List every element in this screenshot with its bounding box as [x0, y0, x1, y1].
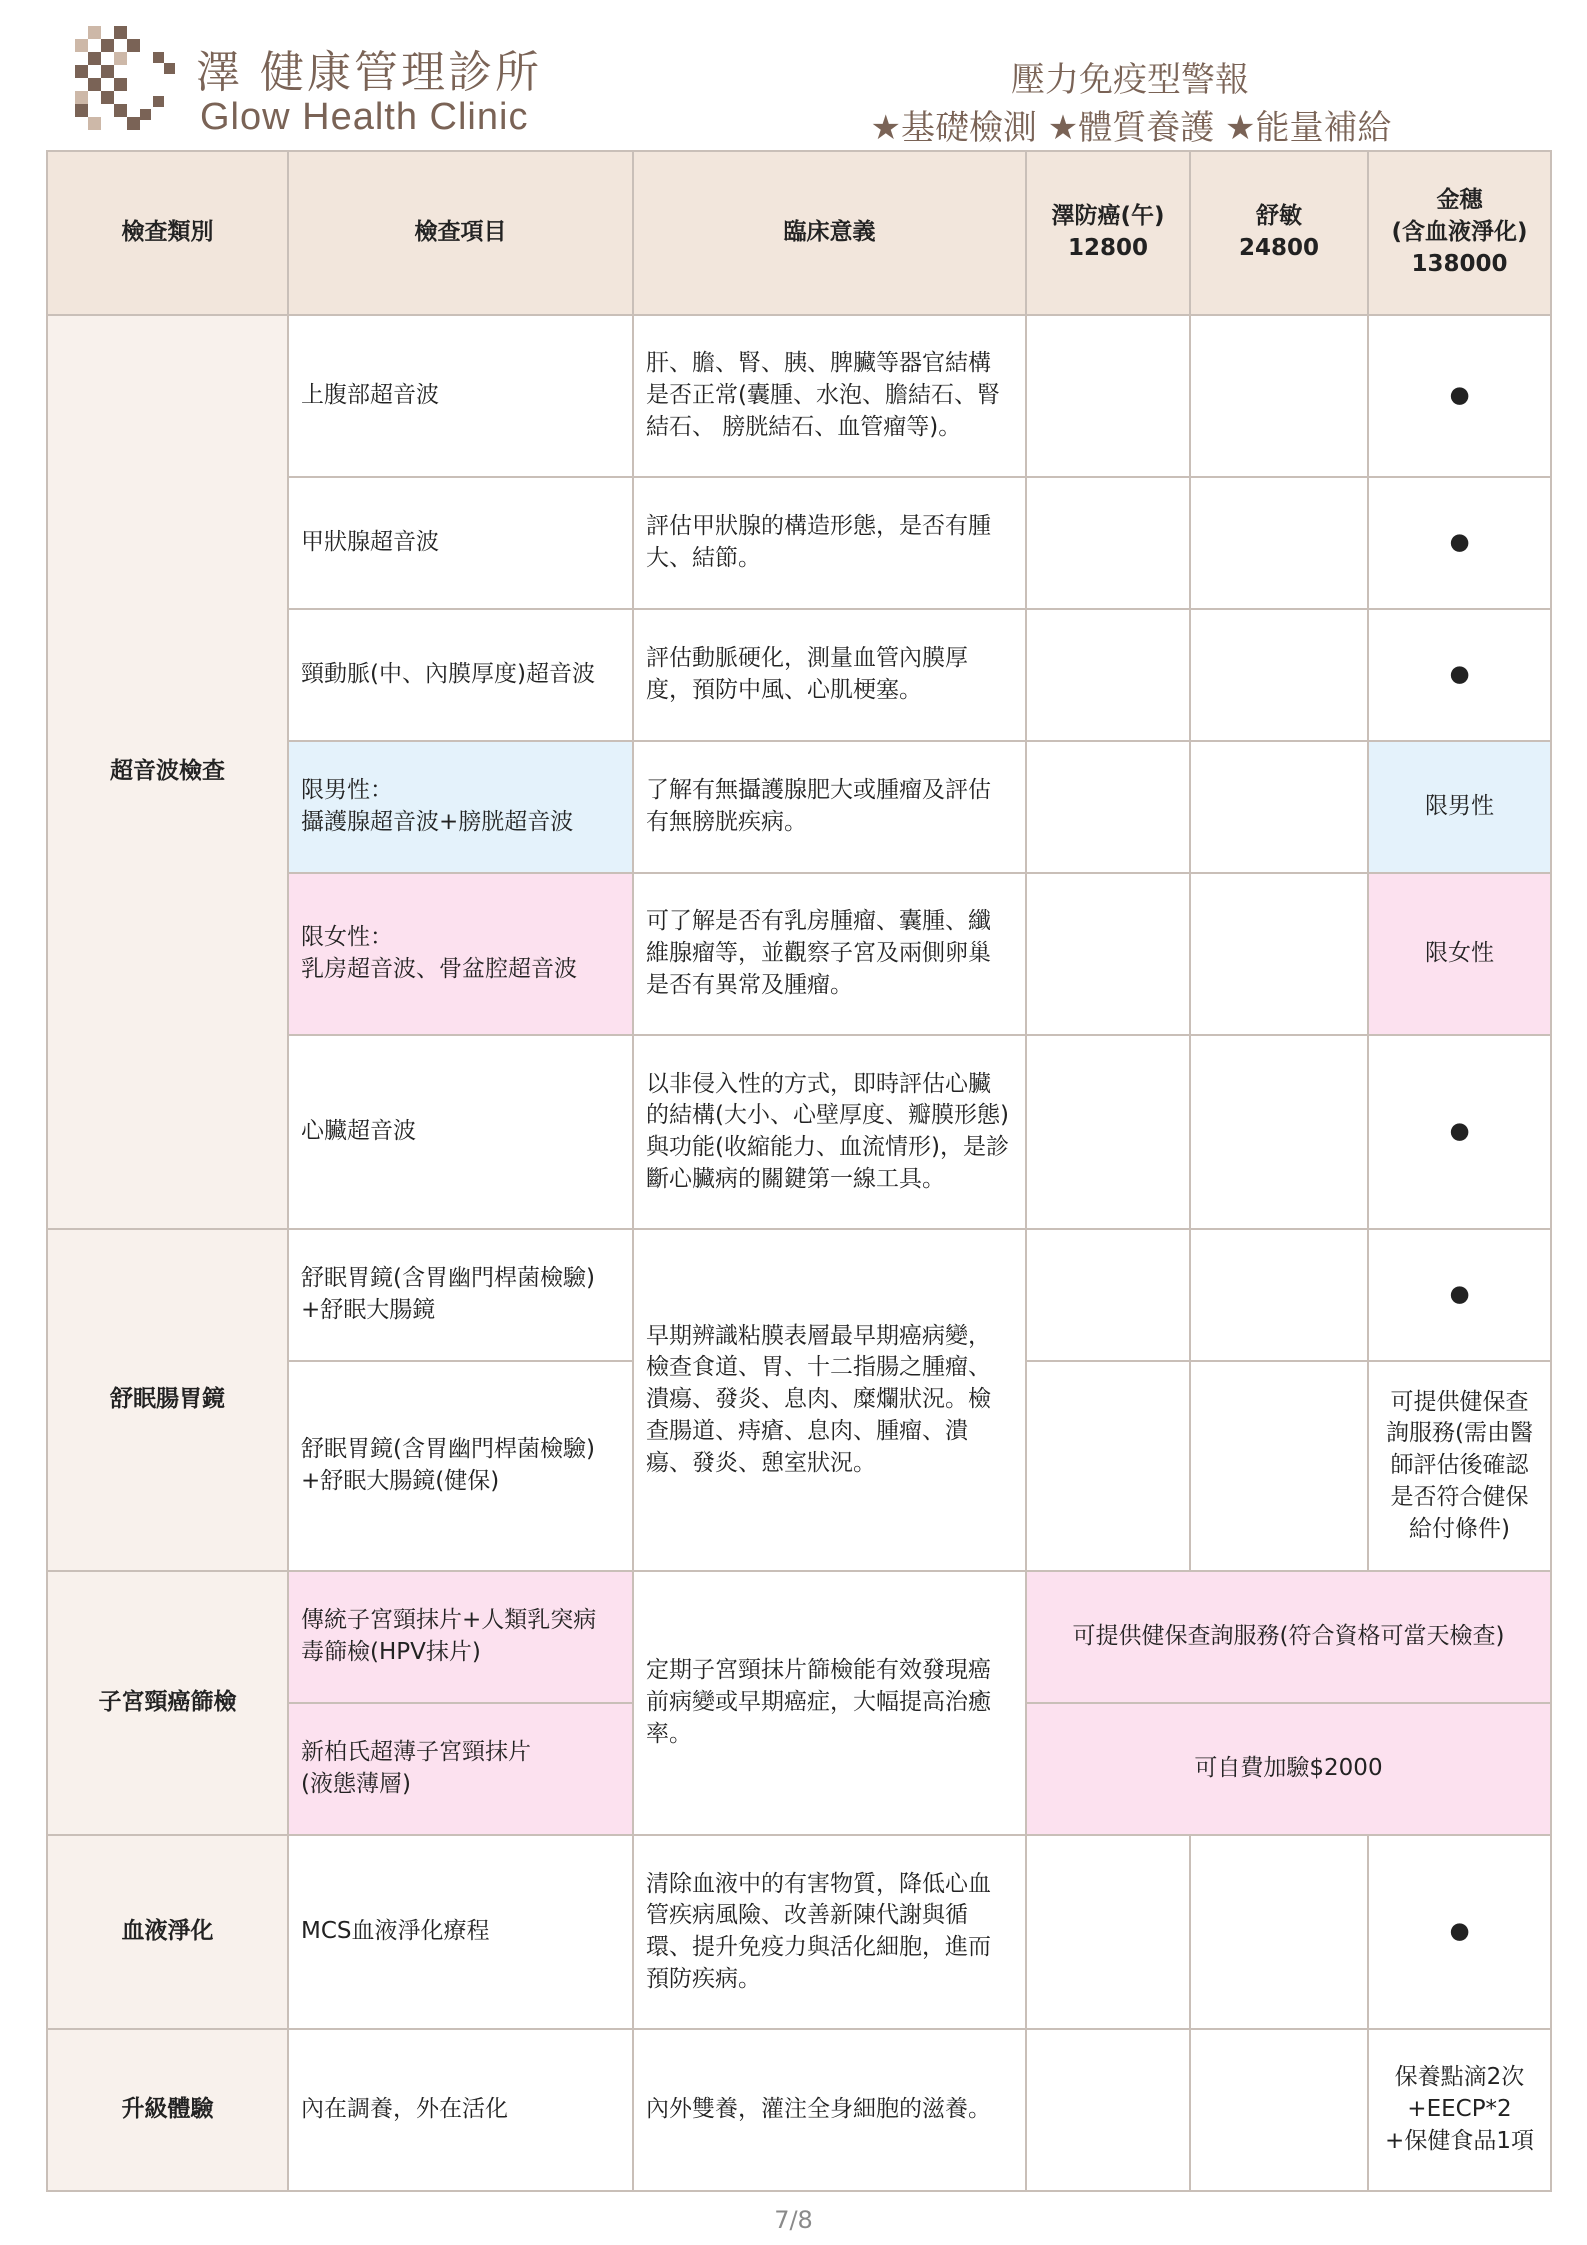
- header-meaning: 臨床意義: [633, 151, 1026, 315]
- item-meaning: 內外雙養，灌注全身細胞的滋養。: [633, 2029, 1026, 2191]
- header-plan-shumin: [1190, 151, 1368, 315]
- included-mark: ●: [1368, 609, 1551, 741]
- item-line: +舒眠大腸鏡(健保): [301, 1468, 500, 1494]
- item-line: 新柏氏超薄子宮頸抹片: [301, 1739, 531, 1766]
- item-line: (液態薄層): [301, 1771, 411, 1797]
- included-mark: ●: [1368, 1035, 1551, 1229]
- item-line: 舒眠胃鏡(含胃幽門桿菌檢驗): [301, 1436, 595, 1463]
- plan2-cell: [1190, 873, 1368, 1035]
- nhi-query-note: 可提供健保查詢服務(符合資格可當天檢查): [1026, 1571, 1551, 1703]
- upgrade-line: +保健食品1項: [1385, 2127, 1534, 2154]
- plan-price: 24800: [1238, 235, 1320, 261]
- plan-subname: (含血液淨化): [1391, 219, 1528, 246]
- item-meaning: 早期辨識粘膜表層最早期癌病變，檢查食道、胃、十二指腸之腫瘤、潰瘍、發炎、息肉、糜爛狀況。檢查腸道、痔瘡、息肉、腫瘤、潰瘍、發炎、憩室狀況。: [633, 1229, 1026, 1571]
- plan-name: 金穗: [1436, 187, 1483, 214]
- nhi-query-note: 可提供健保查詢服務(需由醫師評估後確認是否符合健保給付條件): [1368, 1361, 1551, 1571]
- plan-name: 澤防癌(午): [1051, 203, 1165, 230]
- item-name-male: [288, 741, 633, 873]
- table-row: [47, 1229, 1551, 1361]
- item-line: 限男性：: [301, 777, 393, 804]
- clinic-name-cn: 澤 健康管理診所: [196, 47, 542, 98]
- self-pay-note: 可自費加驗$2000: [1026, 1703, 1551, 1835]
- table-row: [47, 1571, 1551, 1703]
- page-header: [0, 0, 1587, 150]
- male-only-note: 限男性: [1368, 741, 1551, 873]
- plan1-cell: [1026, 1035, 1190, 1229]
- item-meaning: 可了解是否有乳房腫瘤、囊腫、纖維腺瘤等，並觀察子宮及兩側卵巢是否有異常及腫瘤。: [633, 873, 1026, 1035]
- plan2-cell: [1190, 477, 1368, 609]
- plan1-cell: [1026, 315, 1190, 477]
- category-blood: 血液淨化: [47, 1835, 288, 2029]
- plan-price: 138000: [1411, 250, 1508, 277]
- plan1-cell: [1026, 2029, 1190, 2191]
- header-plan-zefangai: [1026, 151, 1190, 315]
- plan2-cell: [1190, 1035, 1368, 1229]
- clinic-logo-icon: [70, 26, 182, 138]
- category-upgrade: 升級體驗: [47, 2029, 288, 2191]
- item-line: 舒眠胃鏡(含胃幽門桿菌檢驗): [301, 1265, 595, 1292]
- item-name-female: [288, 1703, 633, 1835]
- header-item: 檢查項目: [288, 151, 633, 315]
- item-name: 上腹部超音波: [288, 315, 633, 477]
- table-header-row: [47, 151, 1551, 315]
- item-meaning: 評估動脈硬化，測量血管內膜厚度，預防中風、心肌梗塞。: [633, 609, 1026, 741]
- table-row: [47, 2029, 1551, 2191]
- item-name-female: [288, 1571, 633, 1703]
- package-subtitle: ★基礎檢測 ★體質養護 ★能量補給: [870, 108, 1392, 148]
- clinic-name-en: Glow Health Clinic: [200, 96, 529, 138]
- plan2-cell: [1190, 609, 1368, 741]
- category-cervical: 子宮頸癌篩檢: [47, 1571, 288, 1835]
- female-only-note: 限女性: [1368, 873, 1551, 1035]
- plan2-cell: [1190, 2029, 1368, 2191]
- plan1-cell: [1026, 1361, 1190, 1571]
- header-plan-jinsui: [1368, 151, 1551, 315]
- category-ultrasound: 超音波檢查: [47, 315, 288, 1229]
- header-category: 檢查類別: [47, 151, 288, 315]
- item-line: 毒篩檢(HPV抹片): [301, 1639, 481, 1665]
- item-name: [288, 1361, 633, 1571]
- plan1-cell: [1026, 1835, 1190, 2029]
- item-meaning: 了解有無攝護腺肥大或腫瘤及評估有無膀胱疾病。: [633, 741, 1026, 873]
- included-mark: ●: [1368, 1835, 1551, 2029]
- package-title: 壓力免疫型警報: [1011, 60, 1249, 100]
- plan2-cell: [1190, 741, 1368, 873]
- item-line: 乳房超音波、骨盆腔超音波: [301, 956, 577, 982]
- plan2-cell: [1190, 1229, 1368, 1361]
- item-line: +舒眠大腸鏡: [301, 1297, 436, 1323]
- item-name: 甲狀腺超音波: [288, 477, 633, 609]
- upgrade-note: [1368, 2029, 1551, 2191]
- plan-price: 12800: [1067, 235, 1149, 261]
- item-meaning: 以非侵入性的方式，即時評估心臟的結構(大小、心壁厚度、瓣膜形態)與功能(收縮能力、血流情形)，是診斷心臟病的關鍵第一線工具。: [633, 1035, 1026, 1229]
- item-name: MCS血液淨化療程: [288, 1835, 633, 2029]
- item-name: 內在調養，外在活化: [288, 2029, 633, 2191]
- plan1-cell: [1026, 609, 1190, 741]
- item-line: 攝護腺超音波+膀胱超音波: [301, 809, 574, 835]
- plan1-cell: [1026, 477, 1190, 609]
- category-endoscopy: 舒眠腸胃鏡: [47, 1229, 288, 1571]
- plan2-cell: [1190, 1361, 1368, 1571]
- plan-name: 舒敏: [1256, 203, 1302, 230]
- included-mark: ●: [1368, 315, 1551, 477]
- item-line: 傳統子宮頸抹片+人類乳突病: [301, 1607, 597, 1634]
- plan2-cell: [1190, 1835, 1368, 2029]
- item-line: 限女性：: [301, 924, 393, 951]
- item-meaning: 肝、膽、腎、胰、脾臟等器官結構是否正常(囊腫、水泡、膽結石、腎結石、 膀胱結石、血管瘤等)。: [633, 315, 1026, 477]
- checkup-table: [46, 150, 1552, 2192]
- item-meaning: 清除血液中的有害物質，降低心血管疾病風險、改善新陳代謝與循環、提升免疫力與活化細胞，進而預防疾病。: [633, 1835, 1026, 2029]
- item-name-female: [288, 873, 633, 1035]
- item-meaning: 定期子宮頸抹片篩檢能有效發現癌前病變或早期癌症，大幅提高治癒率。: [633, 1571, 1026, 1835]
- included-mark: ●: [1368, 477, 1551, 609]
- item-name: 頸動脈(中、內膜厚度)超音波: [288, 609, 633, 741]
- plan2-cell: [1190, 315, 1368, 477]
- upgrade-line: +EECP*2: [1407, 2096, 1512, 2123]
- plan1-cell: [1026, 873, 1190, 1035]
- upgrade-line: 保養點滴2次: [1394, 2064, 1525, 2091]
- table-row: [47, 315, 1551, 477]
- item-name: 心臟超音波: [288, 1035, 633, 1229]
- item-meaning: 評估甲狀腺的構造形態，是否有腫大、結節。: [633, 477, 1026, 609]
- plan1-cell: [1026, 1229, 1190, 1361]
- page-number: 7/8: [774, 2206, 813, 2234]
- included-mark: ●: [1368, 1229, 1551, 1361]
- item-name: [288, 1229, 633, 1361]
- plan1-cell: [1026, 741, 1190, 873]
- table-row: [47, 1835, 1551, 2029]
